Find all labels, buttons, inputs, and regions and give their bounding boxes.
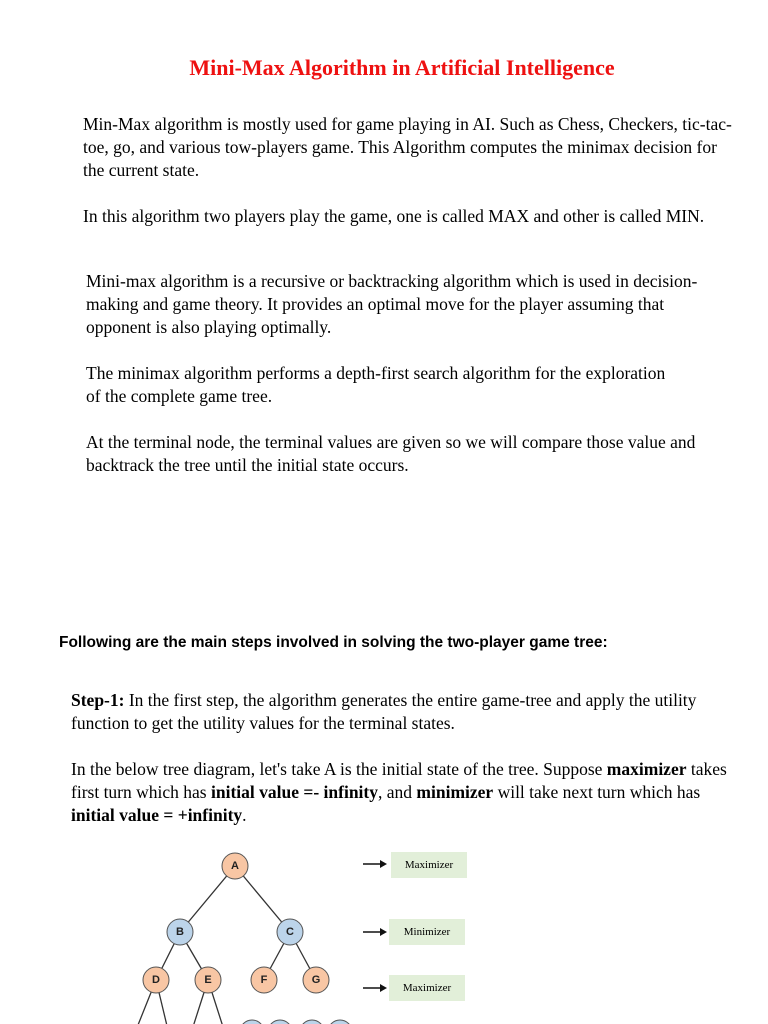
min-initial-value: initial value = +infinity [71, 805, 243, 825]
dfs-paragraph: The minimax algorithm performs a depth-first search algorithm for the exploration of the complete game tree. [86, 363, 666, 406]
leaf-node [268, 1020, 292, 1024]
max-initial-value: initial value =- infinity [210, 782, 378, 802]
level-label-maximizer-2: Maximizer [402, 982, 452, 994]
step1-text: In the first step, the algorithm generates the entire game-tree and apply the utility function to get the utility values for the terminal states. [71, 690, 697, 733]
terminal-paragraph: At the terminal node, the terminal values are given so we will compare those value and backtrack the tree until the initial state occurs. [86, 432, 696, 475]
detail-text-3: , and [378, 782, 417, 802]
minimizer-term: minimizer [416, 782, 494, 802]
detail-text-1: In the below tree diagram, let's take A is the initial state of the tree. Suppose [71, 759, 607, 779]
node-d-label: D [152, 974, 160, 986]
steps-heading: Following are the main steps involved in solving the two-player game tree: [59, 634, 608, 651]
node-b-label: B [176, 926, 184, 938]
internal-nodes [143, 853, 329, 993]
intro-paragraph: Min-Max algorithm is mostly used for game playing in AI. Such as Chess, Checkers, tic-tac-toe, go, and various tow-players game. This Algorithm computes the minimax decision for the current state. [83, 114, 732, 180]
node-a-label: A [231, 860, 239, 872]
node-g-label: G [311, 974, 321, 986]
level-indicator-2 [363, 919, 465, 945]
game-tree-diagram [0, 840, 768, 1024]
detail-text-4: will take next turn which has [493, 782, 701, 802]
step1-paragraph [71, 689, 736, 735]
step1-label: Step-1: [71, 690, 125, 710]
leaf-node [300, 1020, 324, 1024]
node-e-label: E [204, 974, 212, 986]
node-c-label: C [286, 926, 294, 938]
arrow-head-icon [380, 928, 387, 936]
leaf-nodes [240, 1020, 352, 1024]
arrow-head-icon [380, 984, 387, 992]
maximizer-term: maximizer [606, 759, 687, 779]
leaf-node [328, 1020, 352, 1024]
page-title: Mini-Max Algorithm in Artificial Intelligence [189, 55, 615, 80]
recursive-paragraph: Mini-max algorithm is a recursive or backtracking algorithm which is used in decision-making and game theory. It provides an optimal move for the player assuming that opponent is also playing optimally. [86, 271, 698, 337]
level-label-maximizer: Maximizer [404, 859, 454, 871]
node-f-label: F [260, 974, 268, 986]
detail-text-5: . [242, 805, 247, 825]
step1-detail-paragraph [71, 758, 736, 827]
players-paragraph: In this algorithm two players play the game, one is called MAX and other is called MIN. [83, 206, 705, 226]
level-indicator-1 [363, 852, 467, 878]
detail-text-2: takes first turn which has [71, 759, 727, 802]
level-indicator-3 [363, 975, 465, 1001]
leaf-node [240, 1020, 264, 1024]
level-label-minimizer: Minimizer [403, 926, 451, 938]
arrow-head-icon [380, 860, 387, 868]
